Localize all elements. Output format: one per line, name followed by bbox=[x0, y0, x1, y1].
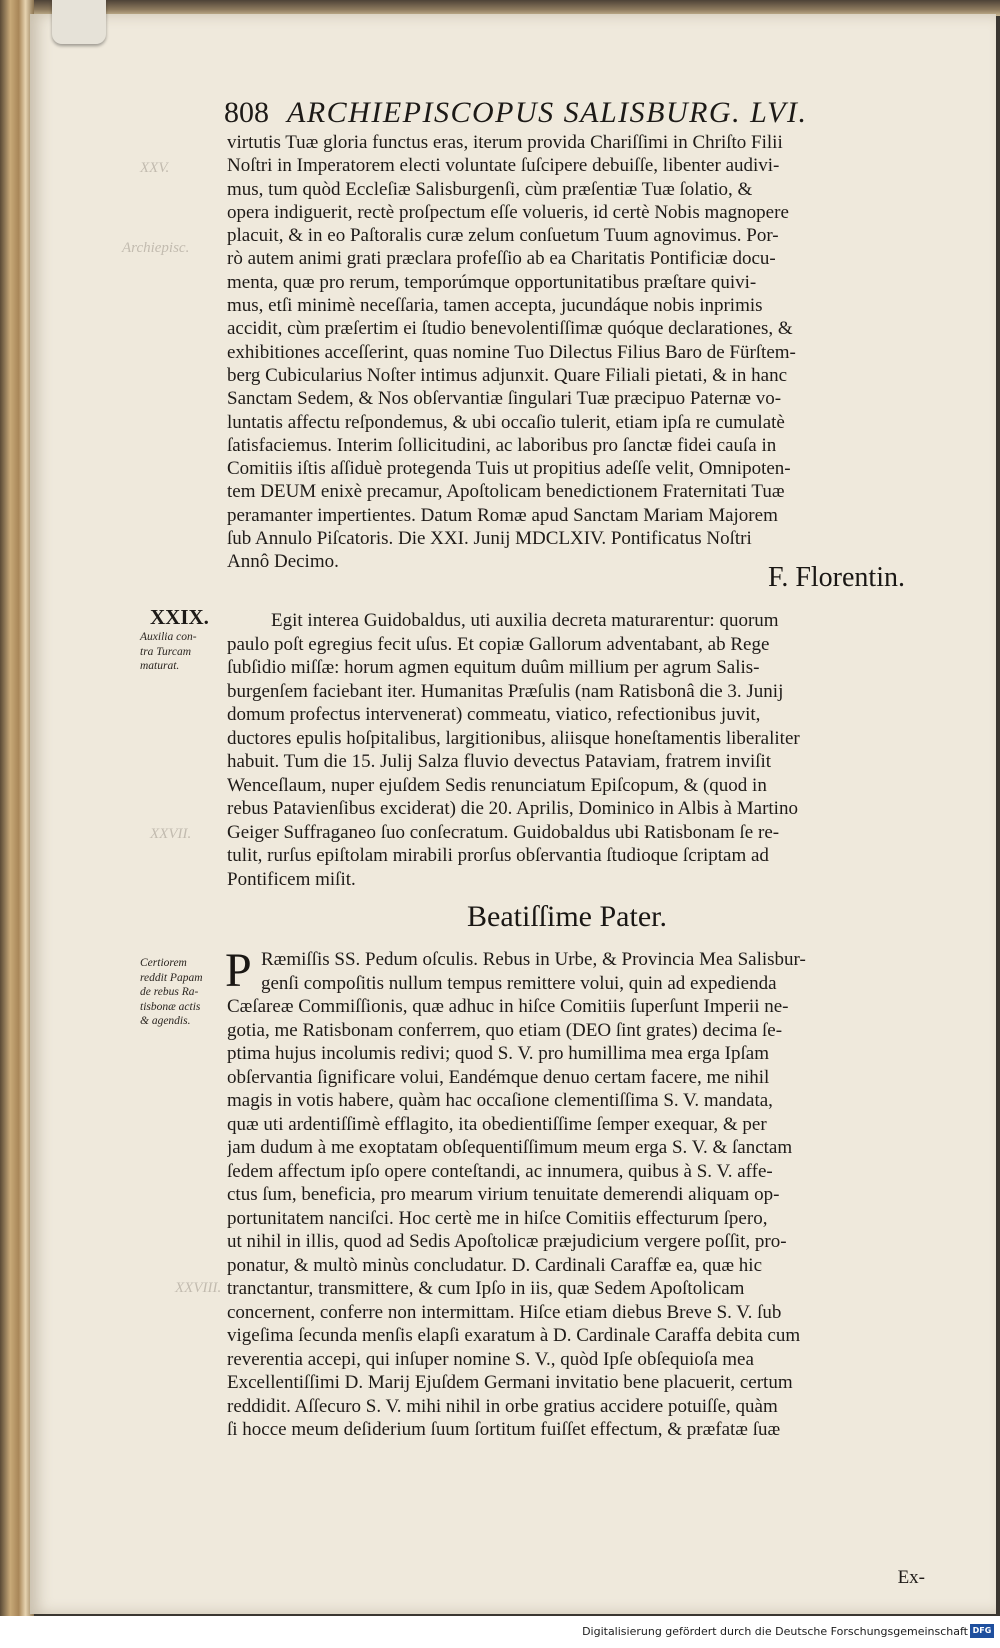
text-line: domum profectus intervenerat) commeatu, viatico, refectionibus juvit, bbox=[227, 704, 761, 725]
catchword: Ex- bbox=[897, 1567, 925, 1588]
text-line: rò autem animi grati præclara profeſſio ab ea Charitatis Pontificiæ docu- bbox=[227, 248, 776, 270]
text-line: obſervantia ſignificare volui, Eandémque denuo certam facere, me nihil bbox=[227, 1066, 770, 1088]
text-line: Excellentiſſimi D. Marij Ejuſdem Germani invitatio bene placuerit, certum bbox=[227, 1372, 793, 1393]
text-line: Egit interea Guidobaldus, uti auxilia decreta maturarentur: quorum bbox=[271, 610, 779, 631]
text-line: paulo poſt egregius fecit uſus. Et copiæ Gallorum adventabant, ab Rege bbox=[227, 633, 770, 655]
margin-note-line: Certiorem bbox=[140, 957, 187, 969]
text-line: ponatur, & multò minùs concludatur. D. Cardinali Caraffæ ea, quæ hic bbox=[227, 1254, 763, 1276]
text-line: reverentia accepi, qui inſuper nomine S. V., quòd Ipſe obſequioſa mea bbox=[227, 1348, 754, 1370]
text-line: rebus Patavienſibus exciderat) die 20. Aprilis, Dominico in Albis à Martino bbox=[227, 798, 798, 819]
text-line: exhibitiones acceſſerint, quas nomine Tuo Dilectus Filius Baro de Fürſtem- bbox=[227, 341, 796, 363]
text-line: Noſtri in Imperatorem electi voluntate ſuſcipere debuiſſe, libenter audivi- bbox=[227, 155, 780, 177]
margin-note-line: maturat. bbox=[140, 660, 180, 672]
margin-note-line: tra Turcam bbox=[140, 645, 192, 658]
text-line: magis in votis habere, quàm hac occaſione clementiſſima S. V. mandata, bbox=[227, 1090, 773, 1111]
text-line: Wenceſlaum, nuper ejuſdem Sedis renunciatum Epiſcopum, & (quod in bbox=[227, 774, 767, 796]
text-line: jam dudum à me exoptatam obſequentiſſimum meum erga S. V. & ſanctam bbox=[227, 1137, 793, 1158]
text-line: ctus ſum, beneficia, pro mearum virium tenuitate demerendi aliquam op- bbox=[227, 1184, 780, 1205]
bleed-through-text: XXVIII. bbox=[175, 1280, 222, 1296]
text-line: portunitatem nanciſci. Hoc certè me in hiſce Comitiis effecturum ſpero, bbox=[227, 1207, 768, 1229]
text-line: ſub Annulo Piſcatoris. Die XXI. Junij MDCLXIV. Pontificatus Noſtri bbox=[227, 528, 752, 550]
text-line: menta, quæ pro rerum, temporúmque opportunitatibus præſtare quivi- bbox=[227, 271, 757, 293]
text-line: Geiger Suffraganeo ſuo conſecratum. Guidobaldus ubi Ratisbonam ſe re- bbox=[227, 821, 780, 843]
text-line: Cæſareæ Commiſſionis, quæ adhuc in hiſce Comitiis ſuperſunt Imperii ne- bbox=[227, 996, 789, 1017]
text-line: Comitiis iſtis aſſiduè protegenda Tuis ut propitius adeſſe velit, Omnipoten- bbox=[227, 458, 791, 480]
text-line: accidit, cùm præſertim ei ſtudio benevolentiſſimæ quóque declarationes, & bbox=[227, 318, 793, 340]
margin-note-line: tisbonæ actis bbox=[140, 1000, 201, 1013]
text-line: tem DEUM enixè precamur, Apoſtolicam benedictionem Fraternitati Tuæ bbox=[227, 481, 785, 503]
section-number: XXIX. bbox=[150, 605, 209, 629]
text-line: ſubſidio miſſæ: horum agmen equitum duûm millium per agrum Salis- bbox=[227, 657, 760, 678]
text-line: concernent, conferre non intermittam. Hiſce etiam diebus Breve S. V. ſub bbox=[227, 1301, 782, 1323]
text-line: Ræmiſſis SS. Pedum oſculis. Rebus in Urbe, & Provincia Mea Salisbur- bbox=[261, 949, 806, 970]
bleed-through-text: Archiepisc. bbox=[122, 240, 190, 256]
text-line: ut nihil in illis, quod ad Sedis Apoſtolicæ præjudicium vergere poſſit, pro- bbox=[227, 1231, 787, 1252]
text-line: luntatis affectu reſpondemus, & ubi occaſio tulerit, etiam ipſa re cumulatè bbox=[227, 411, 785, 433]
section-body bbox=[227, 609, 907, 891]
running-title: ARCHIEPISCOPUS SALISBURG. LVI. bbox=[287, 96, 808, 129]
text-line: Annô Decimo. bbox=[227, 551, 339, 573]
footer-credit: Digitalisierung gefördert durch die Deutsche Forschungsgemeinschaft bbox=[582, 1625, 968, 1638]
margin-note-section bbox=[140, 630, 222, 674]
text-line: opera indiguerit, rectè proſpectum eſſe volueris, id certè Nobis magnopere bbox=[227, 201, 789, 223]
text-line: ſi hocce meum deſiderium ſuum ſortitum fuiſſet effectum, & præfatæ ſuæ bbox=[227, 1419, 781, 1440]
margin-note-line: de rebus Ra- bbox=[140, 986, 199, 998]
text-line: genſi compoſitis nullum tempus remittere volui, quin ad expedienda bbox=[261, 972, 777, 994]
letter-heading: Beatiſſime Pater. bbox=[467, 900, 667, 933]
letter-closing-block bbox=[227, 131, 907, 574]
text-line: ſatisfaciemus. Interim ſollicitudini, ac laboribus pro ſanctæ fidei cauſa in bbox=[227, 434, 777, 456]
text-line: placuit, & in eo Paſtoralis curæ zelum conſuetum Tuum agnovimus. Por- bbox=[227, 225, 779, 247]
text-line: berg Cubicularius Noſter intimus adjunxit. Quare Filiali pietati, & in hanc bbox=[227, 364, 788, 386]
margin-note-line: reddit Papam bbox=[140, 971, 203, 984]
text-line: ptima hujus incolumis redivi; quod S. V. pro humillima mea erga Ipſam bbox=[227, 1043, 769, 1064]
text-line: gotia, me Ratisbonam conferrem, quo etiam (DEO ſint grates) decima ſe- bbox=[227, 1019, 783, 1041]
text-line: virtutis Tuæ gloria functus eras, iterum provida Chariſſimi in Chriſto Filii bbox=[227, 132, 783, 153]
text-line: quæ uti ardentiſſimè efflagito, ita obedientiſſime ſemper exequar, & per bbox=[227, 1113, 767, 1135]
book-page-edges bbox=[0, 0, 34, 1616]
dfg-logo-icon: DFG bbox=[970, 1624, 994, 1638]
page-number: 808 bbox=[224, 96, 269, 129]
footer-bar bbox=[0, 1616, 1000, 1648]
bleed-through-text: XXV. bbox=[140, 160, 170, 176]
margin-note-line: & agendis. bbox=[140, 1015, 191, 1027]
text-line: habuit. Tum die 15. Julij Salza fluvio devectus Pataviam, fratrem inviſit bbox=[227, 751, 772, 772]
text-line: tulit, rurſus epiſtolam mirabili prorſus obſervantia ſtudioque ſcriptam ad bbox=[227, 845, 769, 866]
text-line: ductores epulis hoſpitalibus, largitionibus, aliisque honeſtamentis liberaliter bbox=[227, 727, 800, 749]
drop-cap: P bbox=[225, 944, 252, 997]
text-line: tranctantur, transmittere, & cum Ipſo in iis, quæ Sedem Apoſtolicam bbox=[227, 1278, 745, 1299]
text-line: burgenſem faciebant iter. Humanitas Præſulis (nam Ratisbonâ die 3. Junij bbox=[227, 680, 784, 702]
text-line: Pontificem miſit. bbox=[227, 868, 356, 890]
text-line: Sanctam Sedem, & Nos obſervantiæ ſingulari Tuæ præcipuo Paternæ vo- bbox=[227, 388, 782, 410]
margin-note-line: Auxilia con- bbox=[140, 631, 197, 643]
margin-note-letter bbox=[140, 956, 222, 1029]
signature: F. Florentin. bbox=[768, 562, 905, 593]
bleed-through-text: XXVII. bbox=[150, 826, 192, 842]
text-line: mus, tum quòd Eccleſiæ Salisburgenſi, cùm præſentiæ Tuæ ſolatio, & bbox=[227, 178, 753, 200]
running-head bbox=[224, 96, 864, 130]
letter-body bbox=[225, 944, 907, 1442]
text-line: ſedem affectum ipſo opere conteſtandi, ac innumera, quibus à S. V. affe- bbox=[227, 1160, 773, 1182]
text-line: mus, etſi minimè neceſſaria, tamen accepta, jucundáque nobis inprimis bbox=[227, 295, 763, 317]
bookmark-clip bbox=[52, 0, 106, 44]
text-line: peramanter impertientes. Datum Romæ apud Sanctam Mariam Majorem bbox=[227, 504, 778, 526]
text-line: reddidit. Aſſecuro S. V. mihi nihil in orbe gratius accidere potuiſſe, quàm bbox=[227, 1395, 778, 1417]
text-line: vigeſima ſecunda menſis elapſi exaratum à D. Cardinale Caraffa debita cum bbox=[227, 1325, 801, 1346]
